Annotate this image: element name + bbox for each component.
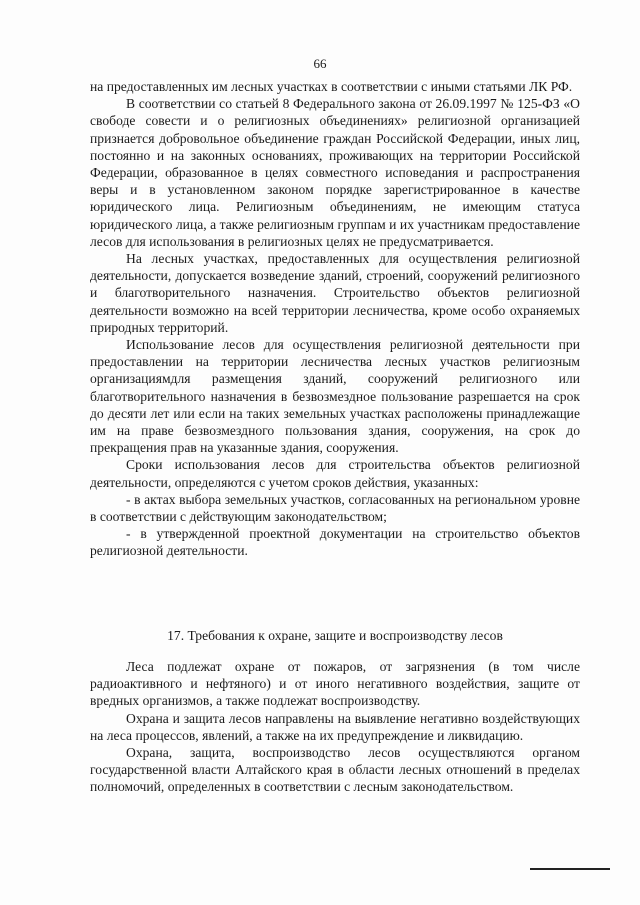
- paragraph-religious-organization: В соответствии со статьей 8 Федерального закона от 26.09.1997 № 125-ФЗ «О свободе совести и о религиозных объединениях» религиозной организацией признается добровольное объединение граждан Российской Федерации, иных лиц, постоянно и на законных основаниях, проживающих на территории Российской Федерации, образованное в целях совместного исповедания и распространения веры и в установленном законом порядке зарегистрированное в качестве юридического лица. Религиозным объединениям, не имеющим статуса юридического лица, а также религиозным группам и их участникам предоставление лесов для использования в религиозных целях не предусматривается.: [90, 96, 580, 249]
- paragraph-responsible-authority: Охрана, защита, воспроизводство лесов осуществляются органом государственной власти Алтайского края в области лесных отношений в пределах полномочий, определенных в соответствии с лесным законодательством.: [90, 745, 580, 795]
- page-number: 66: [313, 56, 327, 71]
- footer-divider: [530, 868, 610, 870]
- section-text-block: [90, 658, 580, 796]
- list-item-project-docs: - в утвержденной проектной документации на строительство объектов религиозной деятельности.: [90, 526, 580, 559]
- paragraph-construction-allowed: На лесных участках, предоставленных для осуществления религиозной деятельности, допускается возведение зданий, строений, сооружений религиозного и благотворительного назначения. Строительство объектов религиозной деятельности возможно на всей территории лесничества, кроме особо охраняемых природных территорий.: [90, 251, 580, 335]
- paragraph-protection-goals: Охрана и защита лесов направлены на выявление негативно воздействующих на леса процессов, явлений, а также на их предупреждение и ликвидацию.: [90, 710, 580, 743]
- paragraph-continuation: на предоставленных им лесных участках в соответствии с иными статьями ЛК РФ.: [90, 79, 573, 94]
- paragraph-forest-protection: Леса подлежат охране от пожаров, от загрязнения (в том числе радиоактивного и нефтяного) и от иного негативного воздействия, защите от вредных организмов, а также подлежат воспроизводству.: [90, 659, 580, 709]
- list-item-acts: - в актах выбора земельных участков, согласованных на региональном уровне в соответствии с действующим законодательством;: [90, 491, 580, 525]
- paragraph-usage-deadlines: Сроки использования лесов для строительства объектов религиозной деятельности, определяются с учетом сроков действия, указанных:: [90, 457, 580, 490]
- paragraph-usage-term: Использование лесов для осуществления религиозной деятельности при предоставлении на территории лесничества лесных участков религиозным организациямдля размещения зданий, сооружений религиозного или благотворительного назначения в безвозмездное пользование разрешается на срок до десяти лет или если на таких земельных участках расположены принадлежащие им на праве безвозмездного пользования здания, сооружения, на срок до прекращения прав на указанные здания, сооружения.: [90, 337, 580, 456]
- main-text-block: [90, 78, 580, 560]
- section-heading: 17. Требования к охране, защите и воспроизводству лесов: [167, 628, 503, 643]
